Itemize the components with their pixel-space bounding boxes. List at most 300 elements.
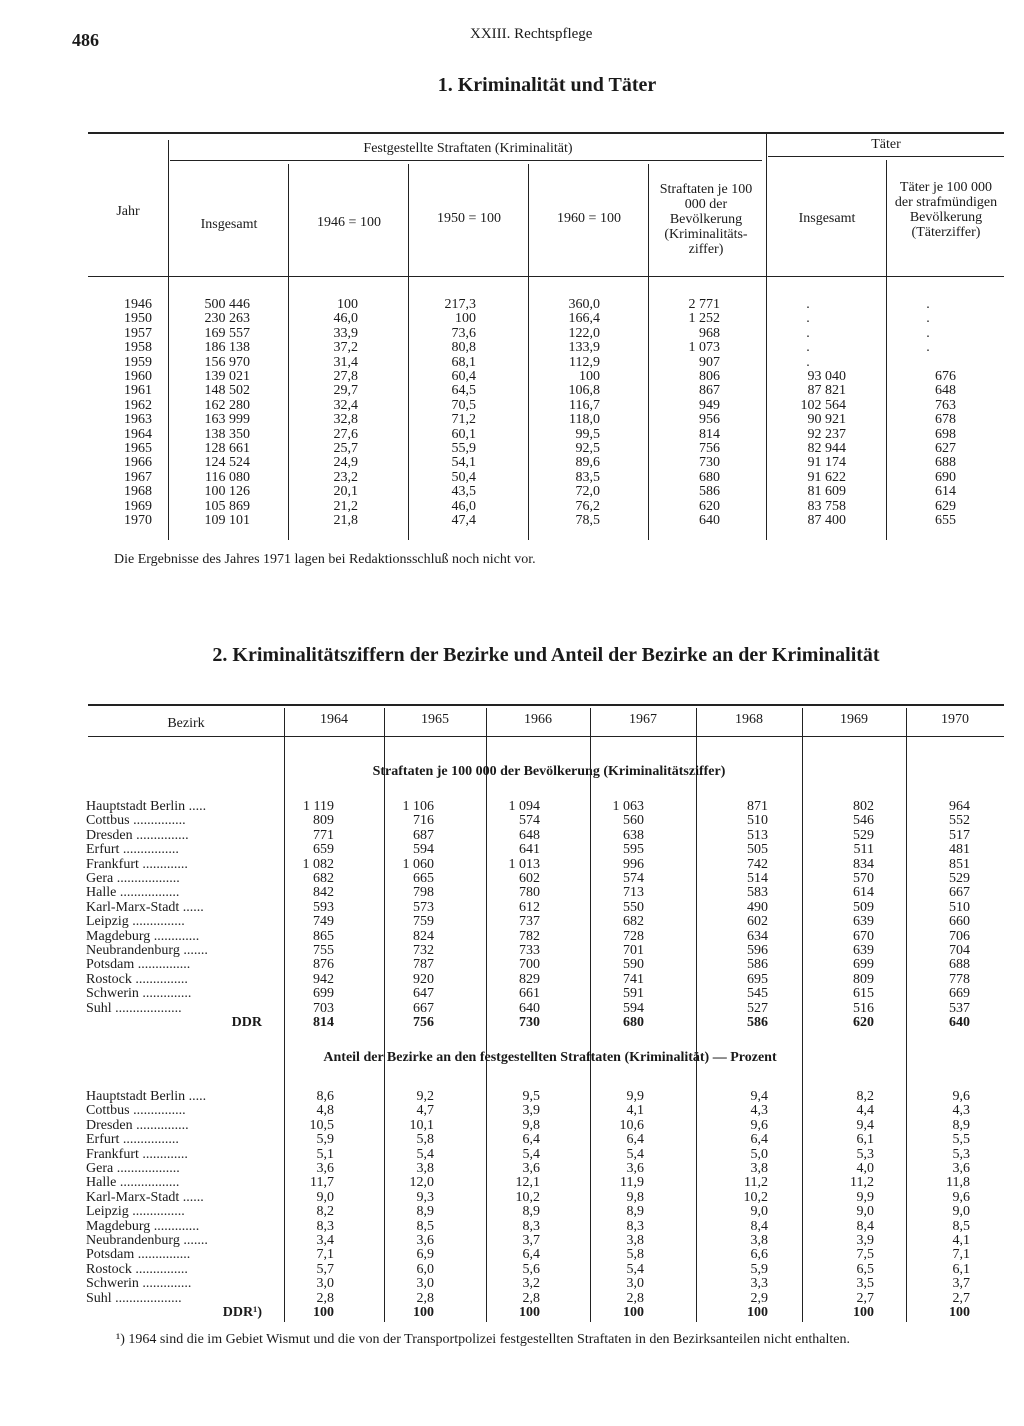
table2-cell: 9,0	[952, 1204, 970, 1220]
cell-ziffer: 949	[699, 397, 720, 413]
cell-index-1946: 46,0	[333, 311, 358, 327]
cell-index-1950: 54,1	[451, 455, 476, 471]
cell-ziffer: 956	[699, 412, 720, 428]
cell-index-1960: 166,4	[568, 311, 600, 327]
cell-index-1946: 20,1	[333, 484, 358, 500]
table2-cell: 7,1	[952, 1247, 970, 1263]
table2-cell: 732	[413, 943, 434, 958]
cell-taeter-insgesamt: 93 040	[807, 369, 846, 384]
cell-index-1946: 33,9	[333, 325, 358, 341]
table2-cell: 510	[747, 813, 768, 829]
cell-taeter-insgesamt: .	[806, 340, 810, 356]
table2-cell: 11,2	[850, 1175, 874, 1191]
table2-cell: 2,8	[416, 1290, 434, 1306]
table2-cell: 659	[313, 842, 334, 858]
table2-cell: 595	[623, 842, 644, 858]
table2-cell: 6,4	[522, 1132, 540, 1148]
cell-jahr: 1961	[124, 383, 152, 399]
table2-total-cell: 620	[853, 1015, 874, 1030]
table2-cell: 4,3	[750, 1103, 768, 1119]
table2-cell: 5,9	[750, 1261, 768, 1277]
table2-divider	[802, 708, 803, 1322]
table2-bezirk-label: Magdeburg .............	[86, 1219, 200, 1234]
cell-index-1960: 112,9	[569, 354, 600, 370]
table2-cell: 780	[519, 885, 540, 901]
table2-cell: 749	[313, 914, 334, 930]
table1-group-rule-left	[170, 160, 762, 161]
table2-cell: 8,3	[316, 1218, 334, 1234]
table2-bezirk-label: Gera ..................	[86, 1162, 180, 1176]
page-number: 486	[72, 30, 99, 50]
table2-footnote: ¹) 1964 sind die im Gebiet Wismut und die von der Transportpolizei festgestellten Straftaten in den Bezirksanteilen nicht enthalten.	[116, 1332, 850, 1347]
table2-cell: 9,4	[856, 1117, 874, 1133]
cell-index-1950: 100	[455, 311, 476, 327]
table2-bezirk-label: Suhl ...................	[86, 1001, 182, 1016]
table2-cell: 3,2	[522, 1276, 540, 1292]
cell-jahr: 1967	[124, 469, 152, 485]
table2-cell: 5,8	[416, 1132, 434, 1148]
table2-cell: 574	[623, 871, 644, 886]
table2-bezirk-label: Potsdam ...............	[86, 958, 191, 973]
cell-insgesamt: 186 138	[204, 340, 250, 356]
table2-cell: 509	[853, 899, 874, 915]
table2-cell: 829	[519, 971, 540, 987]
table2-bezirk-label: Erfurt ................	[86, 843, 179, 858]
cell-index-1960: 99,5	[575, 426, 600, 442]
table2-total-label: DDR	[231, 1015, 262, 1030]
table1-header-1950: 1950 = 100	[437, 211, 501, 226]
table1-header-insgesamt: Insgesamt	[200, 217, 258, 232]
table2-title: 2. Kriminalitätsziffern der Bezirke und Anteil der Bezirke an der Kriminalität	[212, 644, 880, 666]
table2-cell: 3,0	[626, 1276, 644, 1292]
table2-cell: 682	[313, 871, 334, 886]
table2-cell: 667	[949, 885, 970, 901]
table2-bezirk-label: Karl-Marx-Stadt ......	[86, 900, 204, 915]
table2-total-cell: 814	[313, 1015, 334, 1030]
cell-ziffer: 814	[699, 426, 720, 442]
table2-bezirk-label: Erfurt ................	[86, 1133, 179, 1148]
table2-divider	[696, 708, 697, 1322]
table2-cell: 798	[413, 885, 434, 901]
cell-index-1946: 100	[337, 297, 358, 312]
cell-taeterziffer: 678	[935, 412, 956, 428]
table2-bezirk-label: Neubrandenburg .......	[86, 944, 208, 958]
table2-cell: 510	[949, 899, 970, 915]
cell-index-1960: 92,5	[575, 441, 600, 456]
table2-cell: 695	[747, 971, 768, 987]
table2-cell: 9,6	[952, 1089, 970, 1104]
cell-index-1946: 32,8	[333, 412, 358, 428]
cell-index-1960: 122,0	[568, 325, 600, 341]
table2-cell: 8,9	[952, 1117, 970, 1133]
table2-cell: 9,9	[856, 1189, 874, 1205]
table1-group-straftaten: Festgestellte Straftaten (Kriminalität)	[363, 141, 573, 156]
cell-taeterziffer: .	[926, 325, 930, 341]
table2-total-cell: 730	[519, 1015, 540, 1030]
table2-total-cell: 640	[949, 1015, 970, 1030]
table1-divider	[528, 164, 529, 540]
cell-index-1946: 31,4	[333, 354, 358, 370]
cell-ziffer: 620	[699, 498, 720, 514]
table2-bezirk-label: Dresden ...............	[86, 828, 189, 843]
table2-cell: 5,3	[952, 1146, 970, 1162]
table2-cell: 602	[519, 871, 540, 886]
cell-jahr: 1963	[124, 412, 152, 428]
cell-taeter-insgesamt: 83 758	[807, 498, 846, 514]
table2-cell: 648	[519, 827, 540, 843]
cell-index-1950: 68,1	[451, 354, 476, 370]
table2-cell: 3,9	[522, 1103, 540, 1119]
table1-header-taeterziffer: Täter je 100 000 der strafmündigen Bevölkerung (Täterziffer)	[894, 180, 998, 240]
table2-cell: 3,4	[316, 1233, 334, 1248]
table2-cell: 2,7	[856, 1290, 874, 1306]
table2-cell: 834	[853, 856, 874, 872]
table2-total-cell: 100	[623, 1305, 644, 1320]
table2-cell: 1 060	[402, 856, 434, 872]
table1-divider	[766, 132, 767, 540]
cell-index-1946: 37,2	[333, 340, 358, 356]
cell-taeterziffer: 627	[935, 441, 956, 456]
table2-bezirk-label: Cottbus ...............	[86, 1104, 186, 1119]
table2-cell: 11,7	[310, 1175, 334, 1191]
table2-cell: 10,1	[409, 1117, 434, 1133]
table2-section-a-title: Straftaten je 100 000 der Bevölkerung (Kriminalitätsziffer)	[372, 764, 726, 779]
table2-cell: 614	[853, 885, 874, 901]
table2-cell: 517	[949, 827, 970, 843]
cell-ziffer: 730	[699, 455, 720, 471]
table2-cell: 9,9	[626, 1089, 644, 1104]
cell-index-1960: 106,8	[568, 383, 600, 399]
table2-year-header: 1969	[840, 712, 868, 727]
table2-total-cell: 100	[519, 1305, 540, 1320]
table2-total-cell: 100	[949, 1305, 970, 1320]
cell-ziffer: 756	[699, 441, 720, 456]
cell-index-1950: 46,0	[451, 498, 476, 514]
cell-index-1960: 72,0	[575, 484, 600, 500]
table2-cell: 3,7	[522, 1233, 540, 1248]
table2-total-cell: 756	[413, 1015, 434, 1030]
table2-cell: 4,1	[952, 1233, 970, 1248]
table1-divider	[408, 164, 409, 540]
table1-header-rule	[88, 276, 1004, 277]
table2-cell: 3,7	[952, 1276, 970, 1292]
table2-year-header: 1968	[735, 712, 763, 727]
table1-group-rule-right	[768, 156, 1004, 157]
cell-index-1960: 133,9	[568, 340, 600, 356]
table2-bezirk-label: Schwerin ..............	[86, 1277, 192, 1292]
table1-header-taeter-insgesamt: Insgesamt	[798, 211, 856, 226]
table2-cell: 2,8	[316, 1290, 334, 1306]
table2-cell: 1 106	[402, 799, 434, 814]
table1-header-ziffer: Straftaten je 100 000 der Bevölkerung (Kriminalitäts- ziffer)	[659, 182, 753, 257]
table2-cell: 9,4	[750, 1089, 768, 1104]
cell-index-1960: 76,2	[575, 498, 600, 514]
table2-cell: 809	[313, 813, 334, 829]
table2-cell: 6,6	[750, 1247, 768, 1263]
cell-index-1950: 47,4	[451, 513, 476, 528]
table2-divider	[906, 708, 907, 1322]
table1-header-1946: 1946 = 100	[317, 215, 381, 230]
cell-insgesamt: 156 970	[204, 354, 250, 370]
table2-cell: 660	[949, 914, 970, 930]
table2-cell: 733	[519, 943, 540, 958]
table2-year-header: 1964	[320, 712, 348, 727]
cell-index-1946: 24,9	[333, 455, 358, 471]
table2-cell: 602	[747, 914, 768, 930]
table2-cell: 505	[747, 842, 768, 858]
table2-bezirk-label: Suhl ...................	[86, 1291, 182, 1306]
table2-cell: 688	[949, 957, 970, 973]
cell-ziffer: 2 771	[688, 297, 720, 312]
table1-group-taeter: Täter	[871, 137, 901, 152]
table2-cell: 4,4	[856, 1103, 874, 1119]
cell-index-1950: 64,5	[451, 383, 476, 399]
table2-bezirk-label: Frankfurt .............	[86, 1147, 188, 1162]
table2-cell: 3,8	[750, 1233, 768, 1248]
table2-cell: 687	[413, 827, 434, 843]
cell-index-1960: 118,0	[569, 412, 600, 428]
table2-total-cell: 100	[313, 1305, 334, 1320]
table2-cell: 593	[313, 899, 334, 915]
table2-cell: 876	[313, 957, 334, 973]
table2-cell: 638	[623, 827, 644, 843]
table2-cell: 591	[623, 986, 644, 1002]
table2-cell: 6,1	[856, 1132, 874, 1148]
cell-index-1950: 217,3	[444, 297, 476, 312]
table2-year-header: 1966	[524, 712, 552, 727]
table2-cell: 787	[413, 957, 434, 973]
cell-jahr: 1970	[124, 513, 152, 528]
table2-cell: 11,2	[744, 1175, 768, 1191]
cell-index-1950: 60,4	[451, 369, 476, 384]
table2-cell: 9,6	[750, 1117, 768, 1133]
table2-bezirk-label: Leipzig ...............	[86, 1205, 185, 1220]
cell-taeterziffer: 655	[935, 513, 956, 528]
cell-ziffer: 1 073	[688, 340, 720, 356]
table2-cell: 573	[413, 899, 434, 915]
cell-taeter-insgesamt: 82 944	[807, 441, 846, 456]
cell-insgesamt: 500 446	[204, 297, 250, 312]
cell-insgesamt: 124 524	[204, 455, 250, 471]
table2-cell: 706	[949, 928, 970, 944]
cell-ziffer: 867	[699, 383, 720, 399]
cell-jahr: 1965	[124, 441, 152, 456]
table2-cell: 3,6	[522, 1161, 540, 1176]
table2-total-cell: 100	[413, 1305, 434, 1320]
table2-cell: 647	[413, 986, 434, 1002]
cell-taeter-insgesamt: 81 609	[807, 484, 846, 500]
table2-bezirk-label: Neubrandenburg .......	[86, 1234, 208, 1248]
table2-cell: 546	[853, 813, 874, 829]
table2-cell: 529	[949, 871, 970, 886]
cell-insgesamt: 116 080	[205, 469, 250, 485]
cell-taeter-insgesamt: 87 821	[807, 383, 846, 399]
table2-cell: 3,9	[856, 1233, 874, 1248]
table2-cell: 701	[623, 943, 644, 958]
cell-taeter-insgesamt: 92 237	[807, 426, 846, 442]
table2-total-cell: 100	[747, 1305, 768, 1320]
table2-cell: 824	[413, 928, 434, 944]
table2-cell: 9,2	[416, 1089, 434, 1104]
table2-cell: 9,0	[316, 1189, 334, 1205]
table2-bezirk-label: Cottbus ...............	[86, 814, 186, 829]
table2-cell: 4,0	[856, 1161, 874, 1176]
table2-cell: 5,4	[626, 1146, 644, 1162]
cell-taeterziffer: .	[926, 340, 930, 356]
table2-top-rule	[88, 704, 1004, 706]
table2-cell: 809	[853, 971, 874, 987]
table1-divider	[648, 164, 649, 540]
table2-cell: 12,1	[515, 1175, 540, 1191]
table1-divider	[288, 164, 289, 540]
cell-index-1950: 80,8	[451, 340, 476, 356]
table2-bezirk-label: Halle .................	[86, 1176, 180, 1191]
cell-taeterziffer: .	[926, 297, 930, 312]
table2-cell: 699	[313, 986, 334, 1002]
table2-cell: 481	[949, 842, 970, 858]
table2-cell: 516	[853, 1000, 874, 1016]
cell-insgesamt: 163 999	[204, 412, 250, 428]
table2-cell: 8,3	[626, 1218, 644, 1234]
cell-taeter-insgesamt: .	[806, 354, 810, 370]
table2-cell: 2,8	[522, 1290, 540, 1306]
table2-bezirk-label: Halle .................	[86, 886, 180, 901]
table2-cell: 10,5	[309, 1117, 334, 1133]
cell-taeterziffer: 648	[935, 383, 956, 399]
table2-cell: 737	[519, 914, 540, 930]
table2-cell: 6,4	[626, 1132, 644, 1148]
cell-index-1950: 50,4	[451, 469, 476, 485]
table2-bezirk-label: Rostock ...............	[86, 972, 188, 987]
cell-jahr: 1969	[124, 498, 152, 514]
cell-insgesamt: 138 350	[204, 426, 250, 442]
table2-cell: 594	[623, 1000, 644, 1016]
cell-taeter-insgesamt: 91 174	[807, 455, 846, 471]
table2-cell: 594	[413, 842, 434, 858]
table2-cell: 755	[313, 943, 334, 958]
table2-cell: 4,1	[626, 1103, 644, 1119]
table2-cell: 6,9	[416, 1247, 434, 1263]
cell-taeterziffer: 676	[935, 369, 956, 384]
table2-cell: 537	[949, 1000, 970, 1016]
table2-cell: 9,0	[750, 1204, 768, 1220]
table2-bezirk-label: Gera ..................	[86, 872, 180, 886]
cell-jahr: 1950	[124, 311, 152, 327]
cell-index-1960: 89,6	[575, 455, 600, 471]
table2-cell: 8,2	[316, 1204, 334, 1220]
table2-cell: 3,6	[626, 1161, 644, 1176]
cell-insgesamt: 139 021	[204, 369, 250, 384]
table2-cell: 996	[623, 856, 644, 872]
table2-cell: 704	[949, 943, 970, 958]
table1-header-jahr: Jahr	[116, 204, 140, 219]
table2-cell: 7,1	[316, 1247, 334, 1263]
table2-cell: 8,9	[416, 1204, 434, 1220]
table2-cell: 10,2	[743, 1189, 768, 1205]
table2-cell: 661	[519, 986, 540, 1002]
table2-cell: 665	[413, 871, 434, 886]
cell-insgesamt: 148 502	[204, 383, 250, 399]
table2-cell: 9,8	[522, 1117, 540, 1133]
table2-cell: 682	[623, 914, 644, 930]
cell-taeter-insgesamt: .	[806, 325, 810, 341]
table2-cell: 596	[747, 943, 768, 958]
table2-cell: 5,4	[416, 1146, 434, 1162]
cell-taeterziffer: 690	[935, 469, 956, 485]
table2-cell: 12,0	[409, 1175, 434, 1191]
cell-insgesamt: 105 869	[204, 498, 250, 514]
table2-bezirk-label: Leipzig ...............	[86, 915, 185, 930]
cell-insgesamt: 162 280	[204, 397, 250, 413]
cell-jahr: 1958	[124, 340, 152, 356]
table2-total-label: DDR¹)	[222, 1305, 262, 1320]
table1-header-1960: 1960 = 100	[557, 211, 621, 226]
table2-cell: 9,5	[522, 1089, 540, 1104]
cell-insgesamt: 169 557	[204, 325, 250, 341]
table2-cell: 669	[949, 986, 970, 1002]
table2-cell: 10,2	[515, 1189, 540, 1205]
table2-cell: 4,3	[952, 1103, 970, 1119]
table2-cell: 511	[853, 842, 874, 858]
table2-cell: 5,3	[856, 1146, 874, 1162]
cell-taeterziffer: 763	[935, 397, 956, 413]
table2-cell: 11,9	[620, 1175, 644, 1191]
table2-bezirk-label: Rostock ...............	[86, 1262, 188, 1277]
table2-cell: 574	[519, 813, 540, 829]
table2-bezirk-label: Hauptstadt Berlin .....	[86, 1090, 207, 1104]
table2-cell: 7,5	[856, 1247, 874, 1263]
cell-index-1950: 60,1	[451, 426, 476, 442]
cell-index-1960: 116,7	[569, 397, 600, 413]
table2-bezirk-label: Karl-Marx-Stadt ......	[86, 1190, 204, 1205]
table2-total-cell: 586	[747, 1015, 768, 1030]
table2-cell: 759	[413, 914, 434, 930]
table2-cell: 639	[853, 943, 874, 958]
table2-year-header: 1967	[629, 712, 657, 727]
cell-index-1946: 27,8	[333, 369, 358, 384]
table2-cell: 641	[519, 842, 540, 858]
table2-cell: 851	[949, 856, 970, 872]
table2-cell: 2,9	[750, 1290, 768, 1306]
table2-cell: 3,0	[416, 1276, 434, 1292]
table1-divider	[168, 140, 169, 540]
table2-cell: 920	[413, 971, 434, 987]
cell-index-1950: 70,5	[451, 397, 476, 413]
cell-jahr: 1966	[124, 455, 152, 471]
table2-cell: 942	[313, 971, 334, 987]
table2-cell: 8,9	[626, 1204, 644, 1220]
table2-total-cell: 680	[623, 1015, 644, 1030]
table2-cell: 6,0	[416, 1261, 434, 1277]
table2-header-bezirk: Bezirk	[167, 716, 205, 731]
table1-divider	[886, 160, 887, 540]
cell-insgesamt: 128 661	[204, 441, 250, 456]
cell-jahr: 1968	[124, 484, 152, 500]
cell-ziffer: 1 252	[688, 311, 720, 327]
table2-cell: 586	[747, 957, 768, 973]
cell-insgesamt: 109 101	[204, 513, 250, 528]
table2-cell: 9,8	[626, 1189, 644, 1205]
table2-cell: 778	[949, 971, 970, 987]
table2-bezirk-label: Hauptstadt Berlin .....	[86, 800, 207, 814]
cell-jahr: 1960	[124, 369, 152, 384]
table2-cell: 3,3	[750, 1276, 768, 1292]
table2-cell: 1 094	[508, 799, 540, 814]
table2-cell: 716	[413, 813, 434, 829]
cell-jahr: 1962	[124, 397, 152, 413]
table2-cell: 514	[747, 871, 768, 886]
table2-cell: 3,6	[416, 1233, 434, 1248]
